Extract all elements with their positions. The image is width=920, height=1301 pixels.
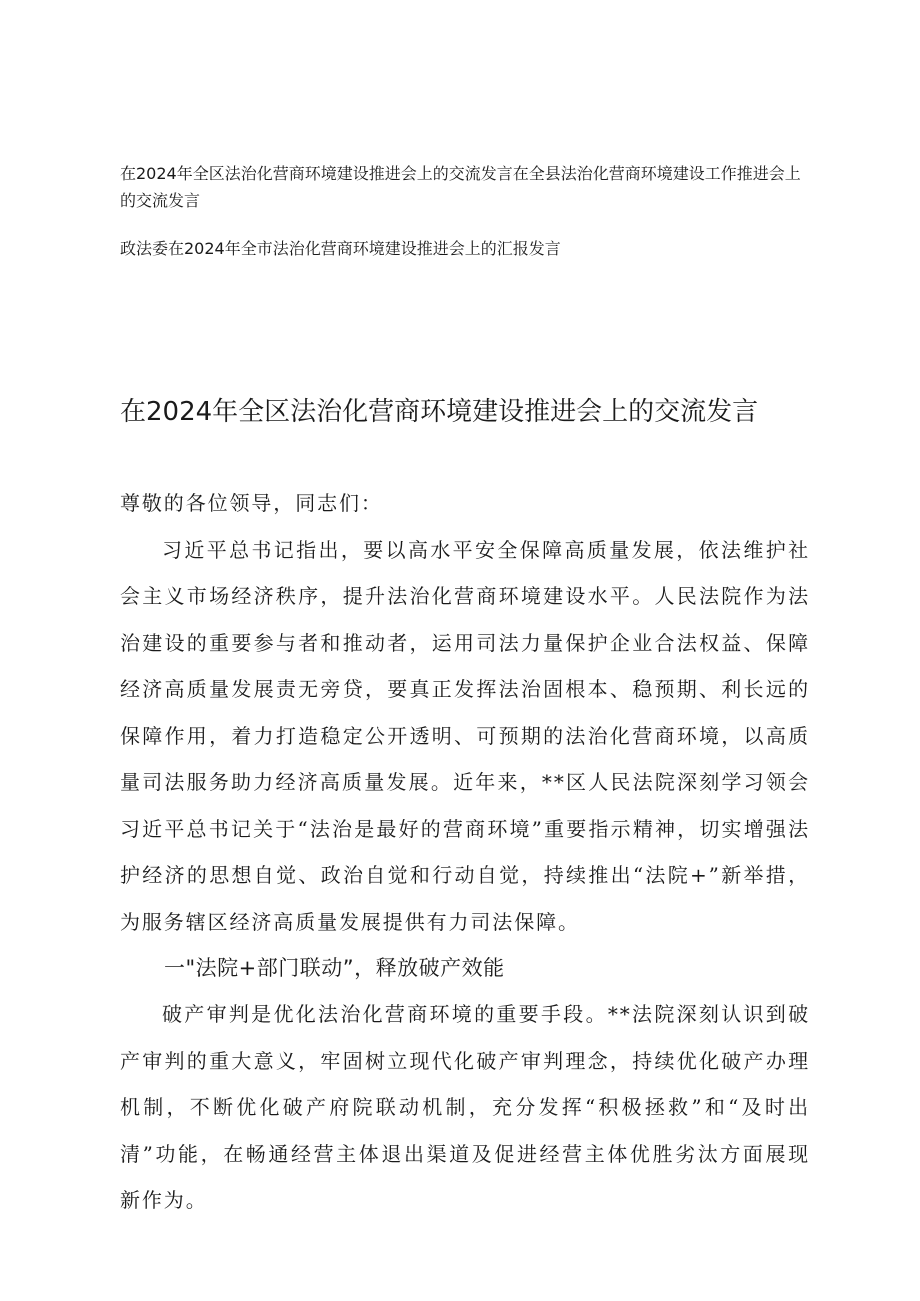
section-heading-1: 一"法院+部门联动”，释放破产效能 xyxy=(164,956,505,980)
salutation: 尊敬的各位领导，同志们： xyxy=(120,491,383,515)
article-body xyxy=(120,480,810,1224)
toc-item-2: 政法委在2024年全市法治化营商环境建设推进会上的汇报发言 xyxy=(120,239,561,258)
table-of-contents xyxy=(120,160,810,262)
intro-paragraph: 习近平总书记指出，要以高水平安全保障高质量发展，依法维护社会主义市场经济秩序，提升法治化营商环境建设水平。人民法院作为法治建设的重要参与者和推动者，运用司法力量保护企业合法权益、保障经济高质量发展责无旁贷，要真正发挥法治固根本、稳预期、利长远的保障作用，着力打造稳定公开透明、可预期的法治化营商环境，以高质量司法服务助力经济高质量发展。近年来，**区人民法院深刻学习领会习近平总书记关于“法治是最好的营商环境”重要指示精神，切实增强法护经济的思想自觉、政治自觉和行动自觉，持续推出“法院+”新举措，为服务辖区经济高质量发展提供有力司法保障。 xyxy=(120,537,810,934)
article-title: 在2024年全区法治化营商环境建设推进会上的交流发言 xyxy=(120,397,759,427)
section-1-paragraph: 破产审判是优化法治化营商环境的重要手段。**法院深刻认识到破产审判的重大意义，牢固树立现代化破产审判理念，持续优化破产办理机制，不断优化破产府院联动机制，充分发挥“积极拯救”和“及时出清”功能，在畅通经营主体退出渠道及促进经营主体优胜劣汰方面展现新作为。 xyxy=(120,1002,810,1212)
toc-item-1: 在2024年全区法治化营商环境建设推进会上的交流发言在全县法治化营商环境建设工作推进会上的交流发言 xyxy=(120,164,801,210)
